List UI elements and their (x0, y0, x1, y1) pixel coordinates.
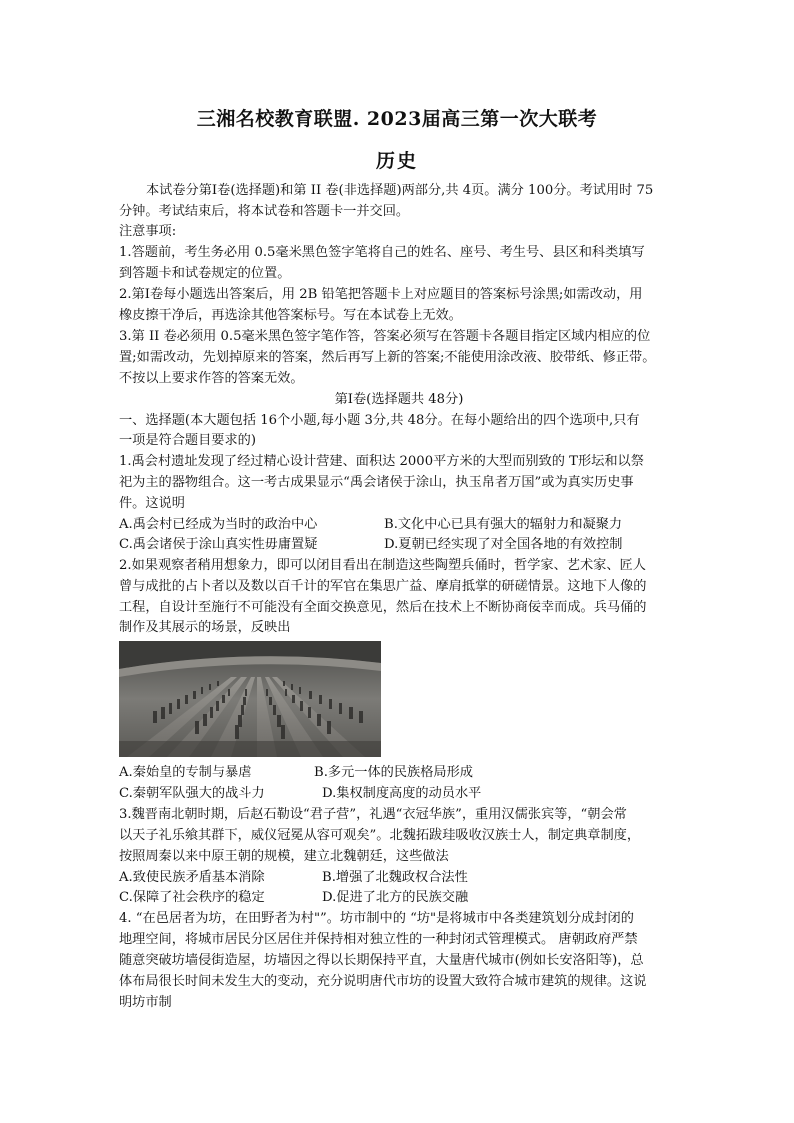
q2-stem: 工程，自设计至施行不可能没有全面交换意见，然后在技术上不断协商佞幸而成。兵马俑的 (119, 600, 647, 615)
section-intro: 一项是符合题目要求的) (119, 433, 257, 448)
q2-stem: 曾与成批的占卜者以及数以百千计的军官在集思广益、摩肩抵掌的研磋情景。这地下人像的 (119, 579, 647, 594)
q2-option-b: B.多元一体的民族格局形成 (314, 765, 473, 780)
q4-stem: 地理空间，将城市居民分区居住并保持相对独立性的一种封闭式管理模式。 唐朝政府严禁 (119, 932, 638, 947)
q1-stem: 祀为主的器物组合。这一考古成果显示“禹会诸侯于涂山，执玉帛者万国”或为真实历史事 (119, 475, 634, 490)
intro-line: 分钟。考试结束后，将本试卷和答题卡一并交回。 (119, 204, 410, 219)
part1-heading: 第Ⅰ卷(选择题共 48分) (334, 392, 464, 407)
exam-title: 三湘名校教育联盟. 2023届高三第一次大联考 (196, 108, 598, 130)
q1-option-d: D.夏朝已经实现了对全国各地的有效控制 (384, 537, 623, 552)
q3-option-a: A.致使民族矛盾基本消除 (119, 870, 265, 885)
note-line: 置;如需改动，先划掉原来的答案，然后再写上新的答案;不能使用涂改液、胶带纸、修正带。 (119, 350, 656, 365)
subject-title: 历史 (375, 150, 418, 172)
q4-stem: 体布局很长时间未发生大的变动，充分说明唐代市坊的设置大致符合城市建筑的规律。这说 (119, 974, 647, 989)
q1-option-b: B.文化中心已具有强大的辐射力和凝聚力 (384, 517, 623, 532)
q4-stem: 明坊市制 (119, 995, 172, 1010)
note-line: 橡皮擦干净后，再选涂其他答案标号。写在本试卷上无效。 (119, 308, 462, 323)
section-intro: 一、选择题(本大题包括 16个小题,每小题 3分,共 48分。在每小题给出的四个选项中,只有 (119, 413, 640, 428)
notice-heading: 注意事项: (119, 224, 177, 239)
q2-stem: 2.如果观察者稍用想象力，即可以闭目看出在制造这些陶塑兵俑时，哲学家、艺术家、匠人 (119, 558, 646, 573)
q1-stem: 件。这说明 (119, 496, 185, 511)
terracotta-warriors-photo (119, 641, 381, 757)
q3-stem: 按照周秦以来中原王朝的规模，建立北魏朝廷，这些做法 (119, 849, 449, 864)
q1-option-a: A.禹会村已经成为当时的政治中心 (119, 517, 318, 532)
q3-option-b: B.增强了北魏政权合法性 (322, 870, 468, 885)
terracotta-warriors-image (119, 641, 381, 757)
q2-option-a: A.秦始皇的专制与暴虐 (119, 765, 252, 780)
q2-stem: 制作及其展示的场景，反映出 (119, 620, 291, 635)
q1-option-c: C.禹会诸侯于涂山真实性毋庸置疑 (119, 537, 318, 552)
note-line: 1.答题前，考生务必用 0.5毫米黑色签字笔将自己的姓名、座号、考生号、县区和科类填写 (119, 245, 645, 260)
q4-stem: 4. “在邑居者为坊，在田野者为村"”。坊市制中的 “坊"是将城市中各类建筑划分成封闭的 (119, 911, 634, 926)
note-line: 到答题卡和试卷规定的位置。 (119, 266, 291, 281)
q3-option-c: C.保障了社会秩序的稳定 (119, 890, 265, 905)
q3-stem: 3.魏晋南北朝时期，后赵石勒设“君子营”，礼遇“衣冠华族”，重用汉儒张宾等，“朝会常 (119, 807, 627, 822)
q4-stem: 随意突破坊墙侵街造屋，坊墙因之得以长期保持平直，大量唐代城市(例如长安洛阳等)，总 (119, 953, 644, 968)
q1-stem: 1.禹会村遗址发现了经过精心设计营建、面积达 2000平方米的大型而别致的 T形坛和以祭 (119, 454, 644, 469)
note-line: 2.第Ⅰ卷每小题选出答案后，用 2B 铅笔把答题卡上对应题目的答案标号涂黑;如需改动，用 (119, 287, 643, 302)
q2-option-c: C.秦朝军队强大的战斗力 (119, 786, 265, 801)
q3-stem: 以天子礼乐飨其群下，威仪冠冕从容可观矣”。北魏拓跋珪吸收汉族士人，制定典章制度， (119, 828, 641, 843)
q2-option-d: D.集权制度高度的动员水平 (322, 786, 482, 801)
note-line: 不按以上要求作答的答案无效。 (119, 371, 304, 386)
q3-option-d: D.促进了北方的民族交融 (322, 890, 469, 905)
intro-line: 本试卷分第Ⅰ卷(选择题)和第 II 卷(非选择题)两部分,共 4页。满分 100分。考试用时 75 (146, 183, 654, 198)
note-line: 3.第 II 卷必须用 0.5毫米黑色签字笔作答，答案必须写在答题卡各题目指定区域内相应的位 (119, 329, 651, 344)
